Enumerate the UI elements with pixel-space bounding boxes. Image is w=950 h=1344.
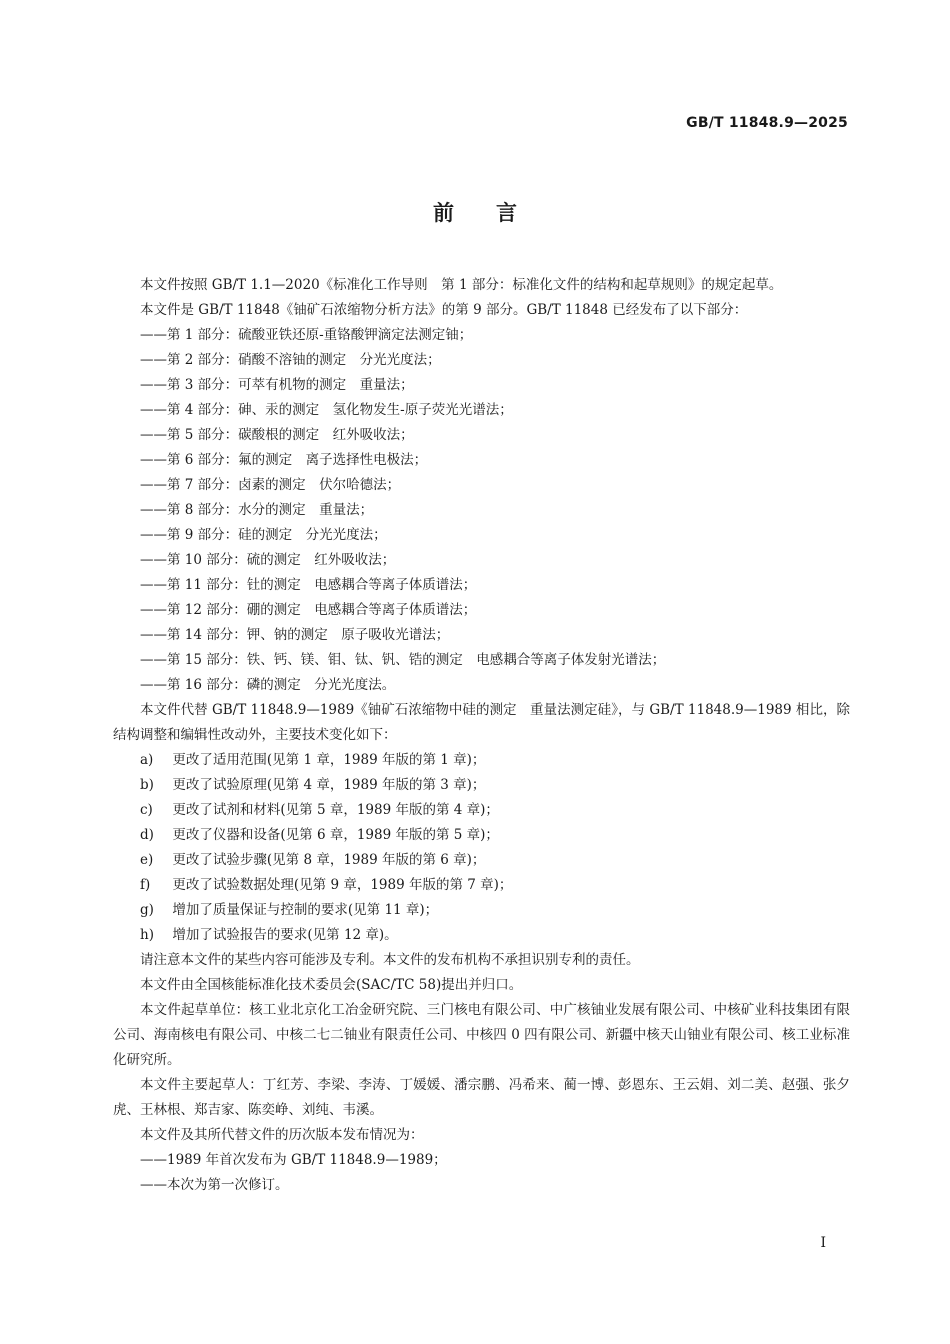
page-number: I [820,1235,826,1251]
list-text: 更改了试验数据处理(见第 9 章，1989 年版的第 7 章)； [172,877,513,893]
list-item [113,823,850,848]
list-item: ——第 8 部分：水分的测定 重量法； [140,502,374,518]
paragraph-series-intro: 本文件是 GB/T 11848《铀矿石浓缩物分析方法》的第 9 部分。GB/T 11848 已经发布了以下部分： [140,302,748,318]
paragraph-history-intro: 本文件及其所代替文件的历次版本发布情况为： [140,1127,424,1143]
list-item: ——第 4 部分：砷、汞的测定 氢化物发生-原子荧光光谱法； [140,402,513,418]
list-item [113,873,850,898]
list-label: a) [140,752,154,768]
paragraph-drafting-rules: 本文件按照 GB/T 1.1—2020《标准化工作导则 第 1 部分：标准化文件的结构和起草规则》的规定起草。 [140,277,783,293]
list-item: ——第 2 部分：硝酸不溶铀的测定 分光光度法； [140,352,441,368]
list-item [113,773,850,798]
list-text: 更改了仪器和设备(见第 6 章，1989 年版的第 5 章)； [172,827,499,843]
paragraph-replacement: 本文件代替 GB/T 11848.9—1989《铀矿石浓缩物中硅的测定 重量法测定硅》，与 GB/T 11848.9—1989 相比，除结构调整和编辑性改动外，主要技术变化如下： [113,702,850,743]
changes-list [113,748,850,948]
list-item: ——第 3 部分：可萃有机物的测定 重量法； [140,377,414,393]
list-item: ——本次为第一次修订。 [140,1177,289,1193]
list-item: ——第 6 部分：氟的测定 离子选择性电极法； [140,452,428,468]
list-label: f) [140,877,151,893]
history-list [113,1148,850,1198]
list-item: ——第 10 部分：硫的测定 红外吸收法； [140,552,396,568]
list-label: e) [140,852,154,868]
list-item: ——第 12 部分：硼的测定 电感耦合等离子体质谱法； [140,602,477,618]
list-text: 更改了试验步骤(见第 8 章，1989 年版的第 6 章)； [172,852,486,868]
list-item: ——第 7 部分：卤素的测定 伏尔哈德法； [140,477,401,493]
list-label: g) [140,902,154,918]
list-text: 增加了试验报告的要求(见第 12 章)。 [172,927,398,943]
list-item: ——1989 年首次发布为 GB/T 11848.9—1989； [140,1152,447,1168]
list-item: ——第 1 部分：硫酸亚铁还原-重铬酸钾滴定法测定铀； [140,327,473,343]
page-title: 前言 [433,201,559,225]
list-item [113,848,850,873]
list-label: d) [140,827,154,843]
paragraph-drafters: 本文件主要起草人：丁红芳、李梁、李涛、丁媛媛、潘宗鹏、冯希来、蔺一博、彭恩东、王云娟、刘二美、赵强、张夕虎、王林根、郑吉家、陈奕峥、刘纯、韦溪。 [113,1077,850,1118]
standard-code: GB/T 11848.9—2025 [686,115,848,131]
list-item [113,923,850,948]
list-item: ——第 9 部分：硅的测定 分光光度法； [140,527,387,543]
list-item [113,748,850,773]
paragraph-drafting-units: 本文件起草单位：核工业北京化工冶金研究院、三门核电有限公司、中广核铀业发展有限公司、中核矿业科技集团有限公司、海南核电有限公司、中核二七二铀业有限责任公司、中核四 0 四有限公司、新疆中核天山铀业有限公司、核工业标准化研究所。 [113,1002,850,1068]
list-text: 更改了适用范围(见第 1 章，1989 年版的第 1 章)； [172,752,486,768]
list-label: c) [140,802,153,818]
list-label: b) [140,777,154,793]
list-item [113,898,850,923]
list-label: h) [140,927,154,943]
parts-list [113,323,850,698]
list-item: ——第 16 部分：磷的测定 分光光度法。 [140,677,396,693]
list-item: ——第 15 部分：铁、钙、镁、钼、钛、钒、锆的测定 电感耦合等离子体发射光谱法； [140,652,666,668]
list-item: ——第 11 部分：钍的测定 电感耦合等离子体质谱法； [140,577,477,593]
paragraph-committee: 本文件由全国核能标准化技术委员会(SAC/TC 58)提出并归口。 [140,977,523,993]
list-item: ——第 5 部分：碳酸根的测定 红外吸收法； [140,427,414,443]
list-item [113,798,850,823]
list-text: 增加了质量保证与控制的要求(见第 11 章)； [172,902,439,918]
foreword-body [113,273,850,1198]
list-item: ——第 14 部分：钾、钠的测定 原子吸收光谱法； [140,627,450,643]
list-text: 更改了试验原理(见第 4 章，1989 年版的第 3 章)； [172,777,486,793]
paragraph-patent-notice: 请注意本文件的某些内容可能涉及专利。本文件的发布机构不承担识别专利的责任。 [140,952,640,968]
list-text: 更改了试剂和材料(见第 5 章，1989 年版的第 4 章)； [172,802,499,818]
